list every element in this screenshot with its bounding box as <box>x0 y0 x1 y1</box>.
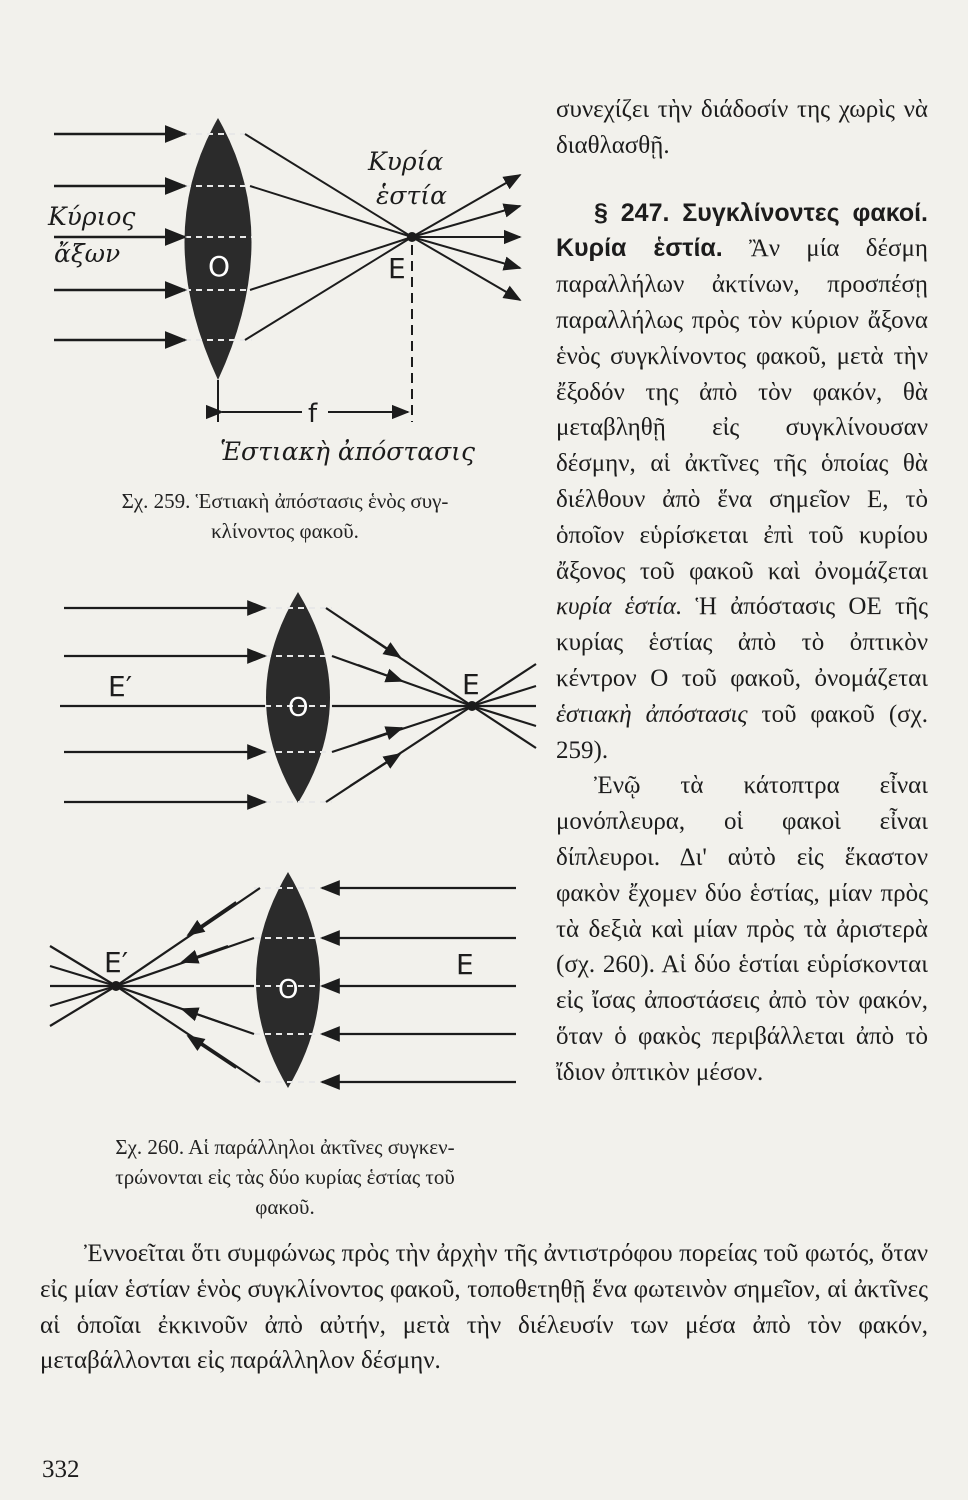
label-focal-f: f <box>308 399 318 429</box>
caption-260-line2: τρώνονται εἰς τὰς δύο κυρίας ἑστίας τοῦ <box>115 1165 455 1189</box>
term-focal-distance: ἑστιακὴ ἀπόστασις <box>556 700 748 728</box>
caption-260-line3: φακοῦ. <box>255 1195 315 1219</box>
figure-260-diagram <box>40 588 540 1128</box>
label-bottom-o: O <box>278 975 299 1005</box>
label-bottom-e: E <box>456 948 474 981</box>
figure-260-caption <box>40 1132 530 1222</box>
figure-259-caption <box>40 486 530 546</box>
label-lens-center: O <box>208 250 231 283</box>
paragraph-247-start: Ἂν μία δέσμη παραλλήλων ἀκτίνων, προσπέσῃ παραλλήλως πρὸς τὸν κύριον ἄξονα ἑνὸς συγκλίνοντος φακοῦ, μετὰ τὴν ἔξοδόν της ἀπὸ τὸν φακόν, θὰ μεταβληθῇ εἰς συγκλίνουσαν δέσμην, αἱ ἀκτῖνες τῆς ὁποίας θὰ διέλθουν ἀπὸ ἕνα σημεῖον Ε, τὸ ὁποῖον εὑρίσκεται ἐπὶ τοῦ κυρίου ἄξονος τοῦ φακοῦ καὶ ὀνομάζεται <box>556 235 928 585</box>
label-principal-axis-1: Κύριος <box>48 202 136 231</box>
bottom-text-block <box>40 1236 928 1379</box>
paragraph-two-foci: Ἐνῷ τὰ κάτοπτρα εἶναι μονόπλευρα, οἱ φακοὶ εἶναι δίπλευροι. Δι' αὐτὸ εἰς ἕκαστον φακὸν ἔχομεν δύο ἑστίας, μίαν πρὸς τὰ δεξιὰ καὶ μίαν πρὸς τὰ ἀριστερὰ (σχ. 260). Αἱ δύο ἑστίαι εὑρίσκονται εἰς ἴσας ἀποστάσεις ἀπὸ τὸν φακόν, ὅταν ὁ φακὸς περιβάλλεται ἀπὸ τὸ ἴδιον ὀπτικὸν μέσον. <box>556 772 928 1086</box>
paragraph-247-mid: Ἡ ἀπόστασις ΟΕ τῆς κυρίας ἑστίας ἀπὸ τὸ ὀπτικὸν κέντρον Ο τοῦ φακοῦ, ὀνομάζεται <box>556 593 928 692</box>
page-number: 332 <box>42 1456 80 1483</box>
label-principal-axis-2: ἄξων <box>54 239 121 268</box>
caption-259-line1: Σχ. 259. Ἑστιακὴ ἀπόστασις ἑνὸς συγ- <box>121 489 449 513</box>
label-focus-e: E <box>388 252 406 285</box>
term-principal-focus: κυρία ἑστία. <box>556 593 683 621</box>
paragraph-247-end: τοῦ φακοῦ (σχ. 259). <box>556 700 929 764</box>
label-principal-focus-1: Κυρία <box>368 147 444 176</box>
label-top-e: E <box>462 668 480 701</box>
label-bottom-e-prime: E′ <box>104 946 129 979</box>
paragraph-reverse-path: Ἐννοεῖται ὅτι συμφώνως πρὸς τὴν ἀρχὴν τῆς ἀντιστρόφου πορείας τοῦ φωτός, ὅταν εἰς μίαν ἑστίαν ἑνὸς συγκλίνοντος φακοῦ, τοποθετηθῇ ἕνα φωτεινὸν σημεῖον, αἱ ἀκτῖνες αἱ ὁποῖαι ἐκκινοῦν ἀπὸ αὐτήν, μετὰ τὴν διέλευσίν των μέσα ἀπὸ τὸν φακόν, μεταβάλλονται εἰς παράλληλον δέσμην. <box>40 1240 928 1375</box>
section-heading: § 247. Συγκλίνοντες φακοί. Κυρία ἑστία. <box>556 198 928 263</box>
label-top-e-prime: E′ <box>108 670 133 703</box>
caption-260-line1: Σχ. 260. Αἱ παράλληλοι ἀκτῖνες συγκεν- <box>115 1135 455 1159</box>
section-247-paragraph <box>556 196 928 769</box>
paragraph-continuation: συνεχίζει τὴν διάδοσίν της χωρὶς νὰ διαθλασθῇ. <box>556 96 928 159</box>
caption-259-line2: κλίνοντος φακοῦ. <box>211 519 359 543</box>
label-top-o: O <box>288 693 309 723</box>
label-focal-distance: Ἑστιακὴ ἀπόστασις <box>220 437 475 466</box>
right-text-column <box>556 92 928 1091</box>
focus-point <box>407 232 417 242</box>
figure-259-diagram <box>40 100 540 470</box>
label-principal-focus-2: ἑστία <box>376 181 447 210</box>
